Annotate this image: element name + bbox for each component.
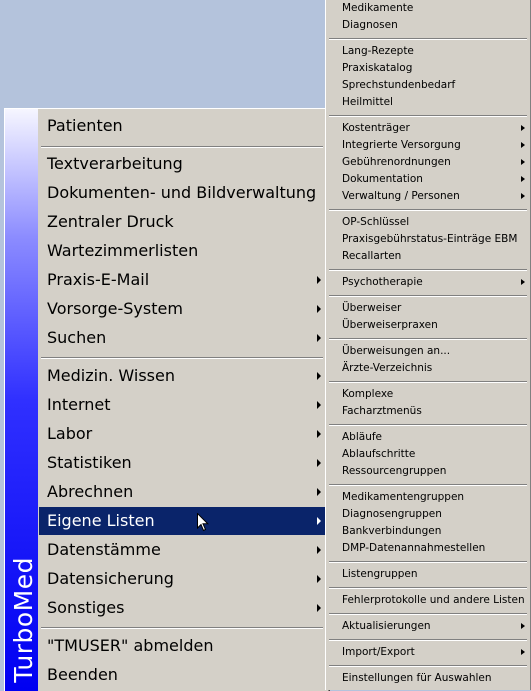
- menu-separator: [329, 424, 527, 426]
- menu-item-eigene-listen[interactable]: [39, 507, 325, 535]
- menu-item-label: Zentraler Druck: [47, 212, 174, 231]
- submenu-item-import-export[interactable]: [326, 644, 530, 661]
- submenu-item-gebuehrenordnungen[interactable]: [326, 154, 530, 171]
- submenu-item-label: Überweisungen an...: [342, 345, 451, 357]
- menu-item-label: Eigene Listen: [47, 511, 155, 530]
- submenu-item-label: DMP-Datenannahmestellen: [342, 542, 486, 554]
- submenu-item-ressourcengruppen[interactable]: [326, 463, 530, 480]
- menu-item-label: Datenstämme: [47, 540, 161, 559]
- menu-item-dokumente[interactable]: [39, 179, 325, 207]
- submenu-item-label: Medikamente: [342, 2, 414, 14]
- menu-item-label: Praxis-E-Mail: [47, 270, 150, 289]
- submenu-arrow-icon: [317, 604, 321, 612]
- menu-separator: [329, 381, 527, 383]
- submenu-item-sprechstundenbedarf[interactable]: [326, 77, 530, 94]
- menu-item-beenden[interactable]: [39, 661, 325, 689]
- submenu-item-ueberweiserpraxen[interactable]: [326, 317, 530, 334]
- brand-strip: [5, 109, 38, 691]
- submenu-arrow-icon: [521, 623, 525, 629]
- submenu-item-praxiskatalog[interactable]: [326, 60, 530, 77]
- submenu-item-label: Bankverbindungen: [342, 525, 442, 537]
- menu-item-sonstiges[interactable]: [39, 594, 325, 622]
- submenu-item-dokumentation[interactable]: [326, 171, 530, 188]
- submenu-item-label: Ressourcengruppen: [342, 465, 447, 477]
- submenu-arrow-icon: [317, 372, 321, 380]
- submenu-item-label: Heilmittel: [342, 96, 393, 108]
- menu-separator: [41, 357, 323, 359]
- submenu-item-komplexe[interactable]: [326, 386, 530, 403]
- menu-item-label: Suchen: [47, 328, 107, 347]
- submenu-item-fehlerprotokolle[interactable]: [326, 592, 530, 609]
- submenu-item-aktualisierungen[interactable]: [326, 618, 530, 635]
- menu-item-medizin-wissen[interactable]: [39, 362, 325, 390]
- menu-item-abrechnen[interactable]: [39, 478, 325, 506]
- menu-item-label: Sonstiges: [47, 598, 125, 617]
- submenu-arrow-icon: [317, 459, 321, 467]
- menu-item-statistiken[interactable]: [39, 449, 325, 477]
- menu-item-suchen[interactable]: [39, 324, 325, 352]
- menu-item-datenstaemme[interactable]: [39, 536, 325, 564]
- menu-separator: [329, 269, 527, 271]
- submenu-item-label: Diagnosengruppen: [342, 508, 442, 520]
- submenu-item-verwaltung-personen[interactable]: [326, 188, 530, 205]
- submenu-item-label: Medikamentengruppen: [342, 491, 465, 503]
- menu-item-label: "TMUSER" abmelden: [47, 636, 214, 655]
- submenu-arrow-icon: [317, 488, 321, 496]
- submenu-arrow-icon: [521, 142, 525, 148]
- submenu-item-ablaufschritte[interactable]: [326, 446, 530, 463]
- submenu-item-dmp-datenannahmestellen[interactable]: [326, 540, 530, 557]
- menu-item-textverarbeitung[interactable]: [39, 150, 325, 178]
- submenu-item-op-schluessel[interactable]: [326, 214, 530, 231]
- menu-separator: [329, 209, 527, 211]
- menu-separator: [329, 561, 527, 563]
- submenu-item-ablaeufe[interactable]: [326, 429, 530, 446]
- submenu-item-label: Komplexe: [342, 388, 394, 400]
- submenu-item-einstellungen-auswahlen[interactable]: [326, 670, 530, 687]
- menu-item-label: Labor: [47, 424, 93, 443]
- submenu-arrow-icon: [521, 649, 525, 655]
- submenu-item-heilmittel[interactable]: [326, 94, 530, 111]
- menu-separator: [329, 484, 527, 486]
- submenu-arrow-icon: [317, 546, 321, 554]
- menu-item-internet[interactable]: [39, 391, 325, 419]
- submenu-item-facharztmenues[interactable]: [326, 403, 530, 420]
- submenu-item-label: Abläufe: [342, 431, 383, 443]
- submenu-item-diagnosen[interactable]: [326, 17, 530, 34]
- menu-separator: [329, 295, 527, 297]
- menu-item-label: Internet: [47, 395, 111, 414]
- menu-item-patienten[interactable]: [39, 112, 325, 140]
- menu-item-label: Statistiken: [47, 453, 132, 472]
- menu-separator: [329, 613, 527, 615]
- submenu-arrow-icon: [317, 430, 321, 438]
- menu-item-label: Textverarbeitung: [47, 154, 183, 173]
- submenu-item-kostentraeger[interactable]: [326, 120, 530, 137]
- submenu-item-listengruppen[interactable]: [326, 566, 530, 583]
- submenu-arrow-icon: [521, 193, 525, 199]
- submenu-item-label: Recallarten: [342, 250, 402, 262]
- submenu-item-label: Praxisgebührstatus-Einträge EBM: [342, 233, 518, 245]
- submenu-item-psychotherapie[interactable]: [326, 274, 530, 291]
- submenu-item-label: Ablaufschritte: [342, 448, 416, 460]
- menu-item-praxis-email[interactable]: [39, 266, 325, 294]
- submenu-item-label: Kostenträger: [342, 122, 410, 134]
- submenu-item-label: Import/Export: [342, 646, 415, 658]
- submenu-item-lang-rezepte[interactable]: [326, 43, 530, 60]
- submenu-item-label: Überweiser: [342, 302, 402, 314]
- submenu-eigene-listen: [325, 0, 530, 690]
- mouse-cursor-icon: [197, 513, 209, 533]
- menu-item-datensicherung[interactable]: [39, 565, 325, 593]
- menu-separator: [329, 639, 527, 641]
- menu-item-label: Beenden: [47, 665, 118, 684]
- submenu-item-label: Verwaltung / Personen: [342, 190, 460, 202]
- submenu-item-label: Sprechstundenbedarf: [342, 79, 456, 91]
- submenu-item-label: Fehlerprotokolle und andere Listen: [342, 594, 525, 606]
- submenu-item-label: Überweiserpraxen: [342, 319, 438, 331]
- submenu-item-label: Dokumentation: [342, 173, 423, 185]
- menu-item-label: Wartezimmerlisten: [47, 241, 199, 260]
- menu-separator: [329, 38, 527, 40]
- submenu-item-ueberweisungen-an[interactable]: [326, 343, 530, 360]
- submenu-arrow-icon: [521, 176, 525, 182]
- menu-item-wartezimmerlisten[interactable]: [39, 237, 325, 265]
- submenu-arrow-icon: [317, 517, 321, 525]
- menu-item-abmelden[interactable]: [39, 632, 325, 660]
- submenu-item-label: OP-Schlüssel: [342, 216, 410, 228]
- submenu-arrow-icon: [317, 305, 321, 313]
- menu-separator: [329, 587, 527, 589]
- menu-separator: [329, 338, 527, 340]
- brand-label: TurboMed: [9, 557, 38, 683]
- menu-item-label: Medizin. Wissen: [47, 366, 175, 385]
- submenu-item-praxisgebuehrstatus[interactable]: [326, 231, 530, 248]
- submenu-item-bankverbindungen[interactable]: [326, 523, 530, 540]
- submenu-item-label: Lang-Rezepte: [342, 45, 414, 57]
- submenu-item-label: Psychotherapie: [342, 276, 423, 288]
- submenu-arrow-icon: [521, 279, 525, 285]
- submenu-item-label: Listengruppen: [342, 568, 418, 580]
- submenu-item-label: Facharztmenüs: [342, 405, 422, 417]
- submenu-item-label: Einstellungen für Auswahlen: [342, 672, 492, 684]
- submenu-item-diagnosengruppen[interactable]: [326, 506, 530, 523]
- menu-item-label: Datensicherung: [47, 569, 174, 588]
- menu-separator: [41, 627, 323, 629]
- submenu-item-label: Integrierte Versorgung: [342, 139, 461, 151]
- menu-item-labor[interactable]: [39, 420, 325, 448]
- menu-item-label: Dokumenten- und Bildverwaltung: [47, 183, 317, 202]
- submenu-arrow-icon: [521, 125, 525, 131]
- submenu-item-label: Aktualisierungen: [342, 620, 431, 632]
- menu-item-vorsorge-system[interactable]: [39, 295, 325, 323]
- menu-separator: [329, 665, 527, 667]
- menu-item-label: Patienten: [47, 116, 123, 135]
- submenu-item-label: Praxiskatalog: [342, 62, 413, 74]
- menu-separator: [41, 146, 323, 148]
- submenu-item-medikamentengruppen[interactable]: [326, 489, 530, 506]
- start-menu: [4, 108, 328, 691]
- menu-item-zentraler-druck[interactable]: [39, 208, 325, 236]
- submenu-item-integrierte-versorgung[interactable]: [326, 137, 530, 154]
- submenu-item-label: Gebührenordnungen: [342, 156, 451, 168]
- submenu-item-aerzte-verzeichnis[interactable]: [326, 360, 530, 377]
- submenu-arrow-icon: [317, 401, 321, 409]
- submenu-item-recallarten[interactable]: [326, 248, 530, 265]
- submenu-item-medikamente[interactable]: [326, 0, 530, 17]
- submenu-arrow-icon: [521, 159, 525, 165]
- submenu-arrow-icon: [317, 575, 321, 583]
- submenu-arrow-icon: [317, 334, 321, 342]
- menu-item-label: Abrechnen: [47, 482, 134, 501]
- submenu-item-ueberweiser[interactable]: [326, 300, 530, 317]
- submenu-item-label: Diagnosen: [342, 19, 398, 31]
- submenu-arrow-icon: [317, 276, 321, 284]
- menu-separator: [329, 115, 527, 117]
- menu-item-label: Vorsorge-System: [47, 299, 183, 318]
- submenu-item-label: Ärzte-Verzeichnis: [342, 362, 433, 374]
